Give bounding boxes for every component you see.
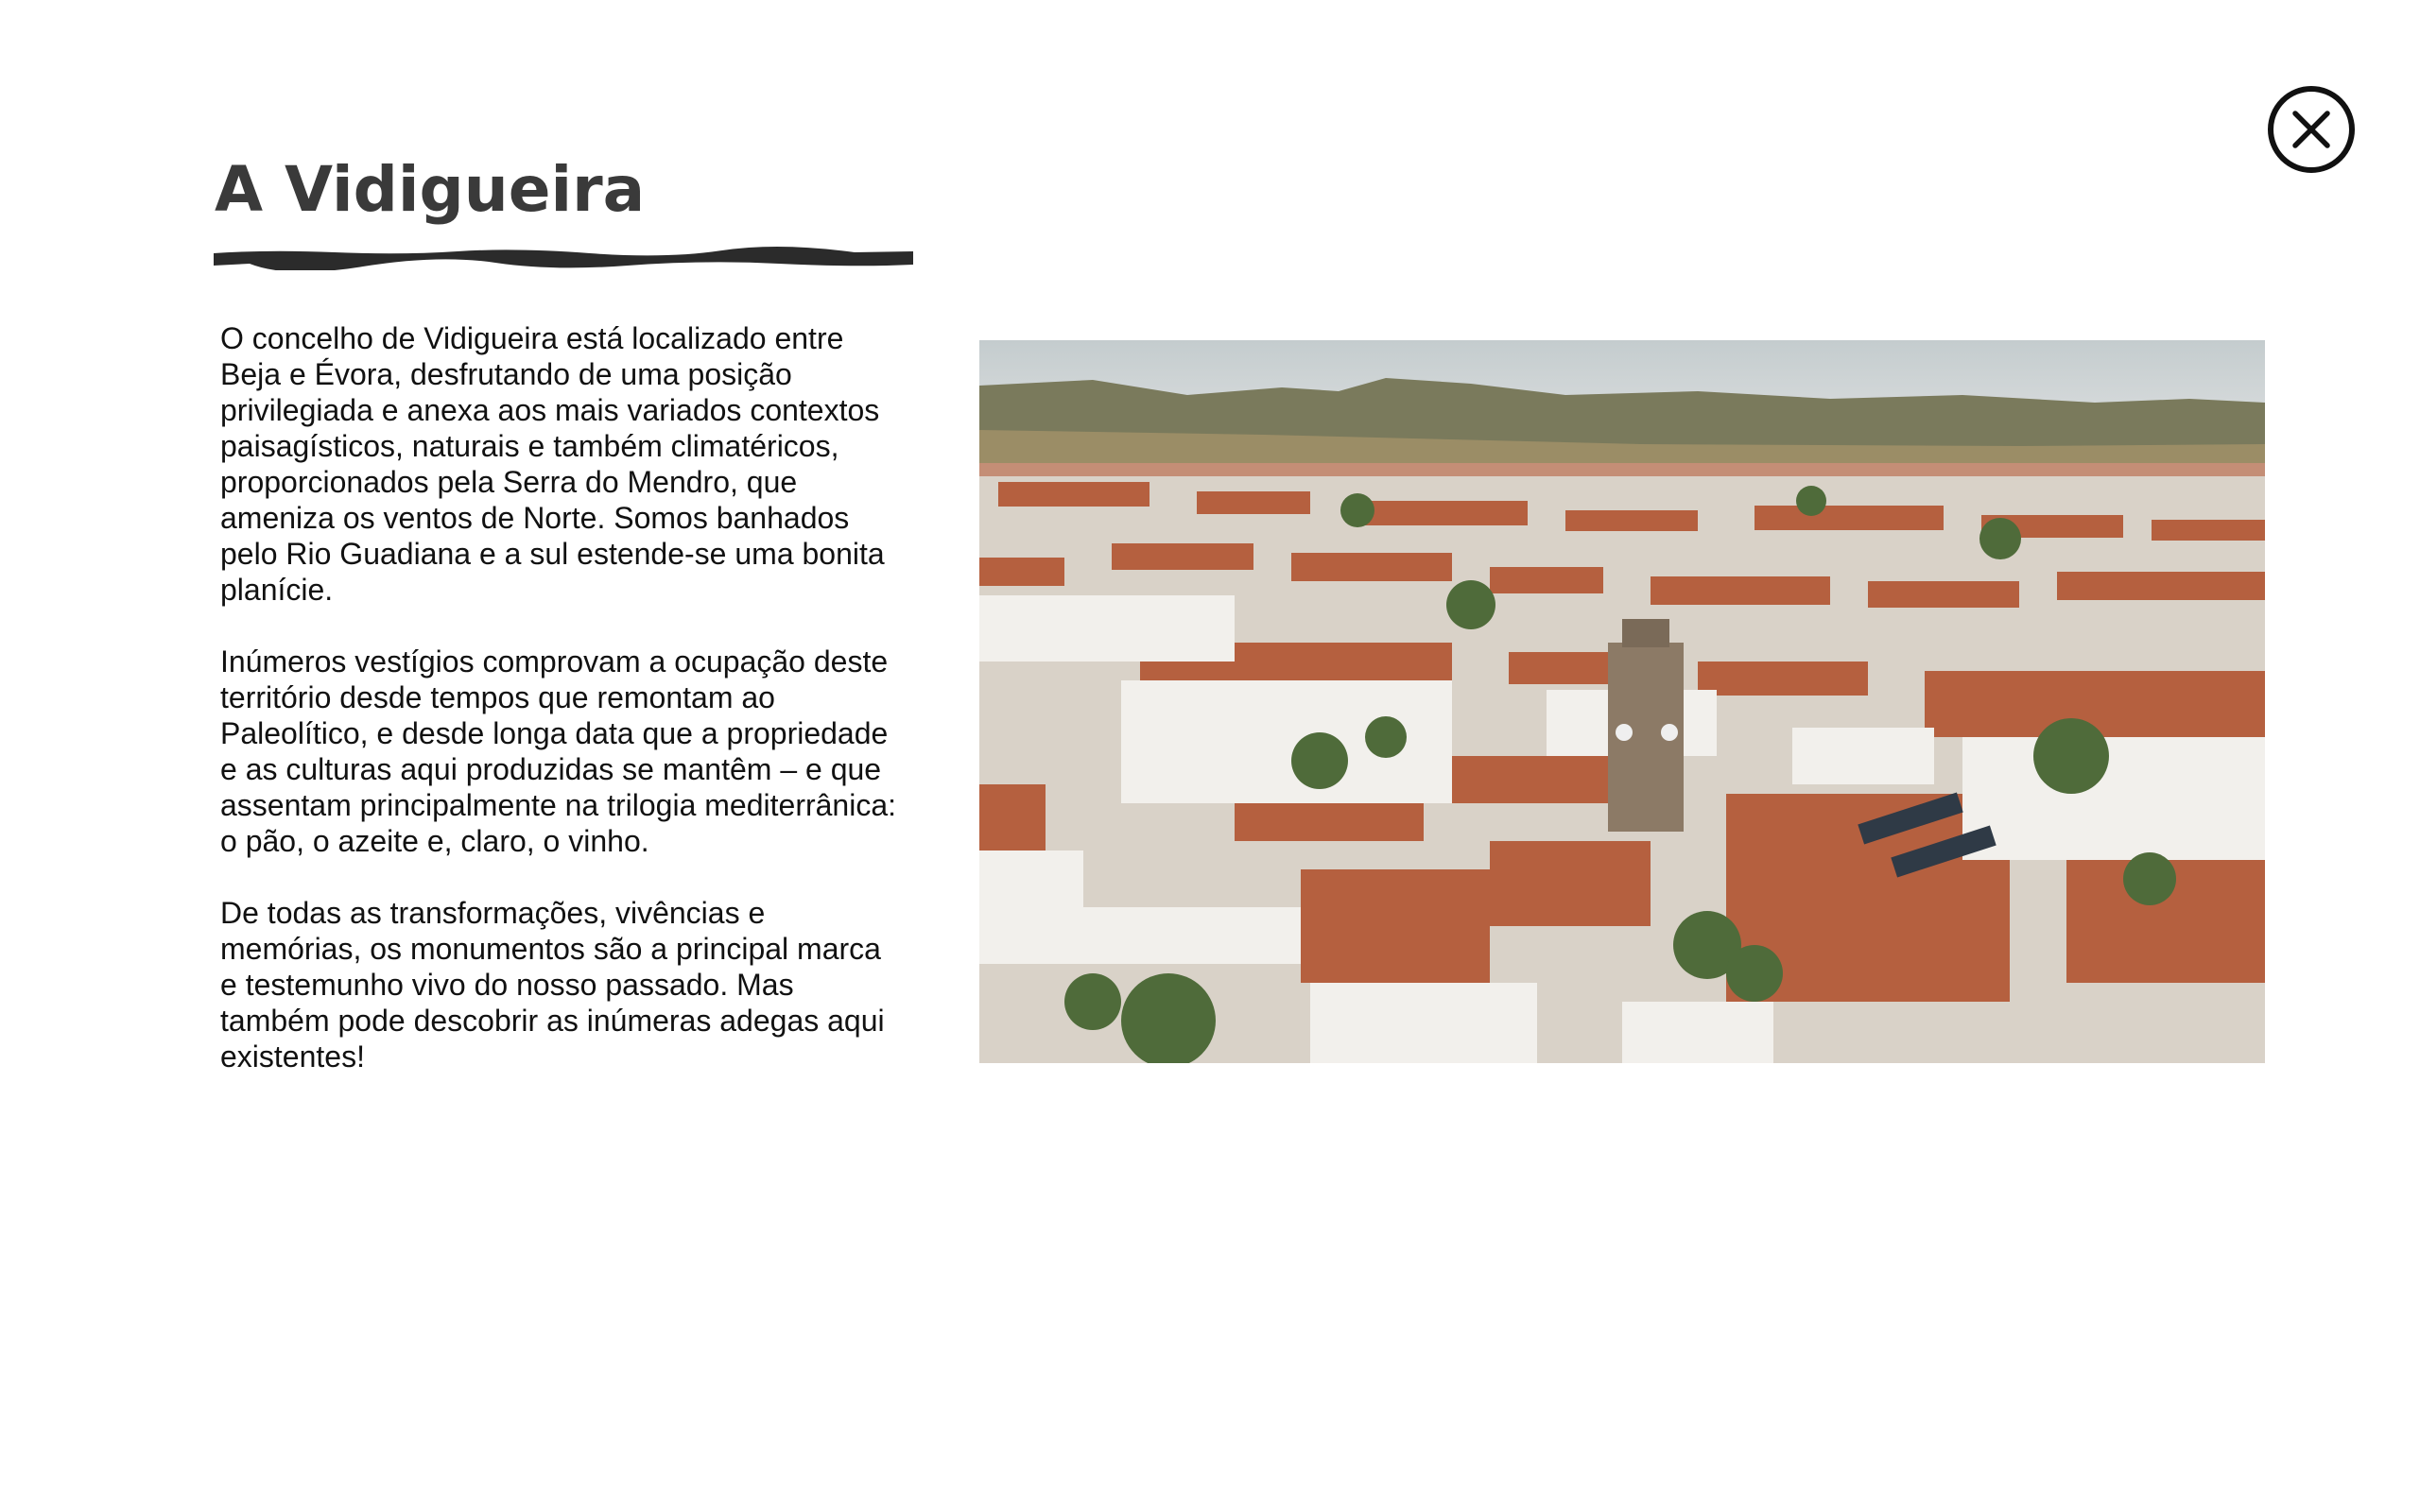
paragraph-2: Inúmeros vestígios comprovam a ocupação deste território desde tempos que remontam ao Paleolítico, e desde longa data que a propriedade e as culturas aqui produzidas se mantêm – e que assentam principalmente na trilogia mediterrânica: o pão, o azeite e, claro, o vinho. bbox=[220, 644, 897, 858]
article-body bbox=[220, 320, 901, 1110]
close-icon bbox=[2267, 85, 2356, 174]
close-button[interactable] bbox=[2267, 85, 2356, 174]
paragraph-1: O concelho de Vidigueira está localizado entre Beja e Évora, desfrutando de uma posição privilegiada e anexa aos mais variados contextos paisagísticos, naturais e também climatéricos, proporcionados pela Serra do Mendro, que ameniza os ventos de Norte. Somos banhados pelo Rio Guadiana e a sul estende-se uma bonita planície. bbox=[220, 321, 885, 607]
page-title: A Vidigueira bbox=[215, 153, 646, 226]
town-aerial-photo bbox=[979, 340, 2265, 1063]
paragraph-3: De todas as transformações, vivências e memórias, os monumentos são a principal marca e testemunho vivo do nosso passado. Mas também pode descobrir as inúmeras adegas aqui existentes! bbox=[220, 896, 885, 1074]
title-underline bbox=[212, 246, 915, 270]
